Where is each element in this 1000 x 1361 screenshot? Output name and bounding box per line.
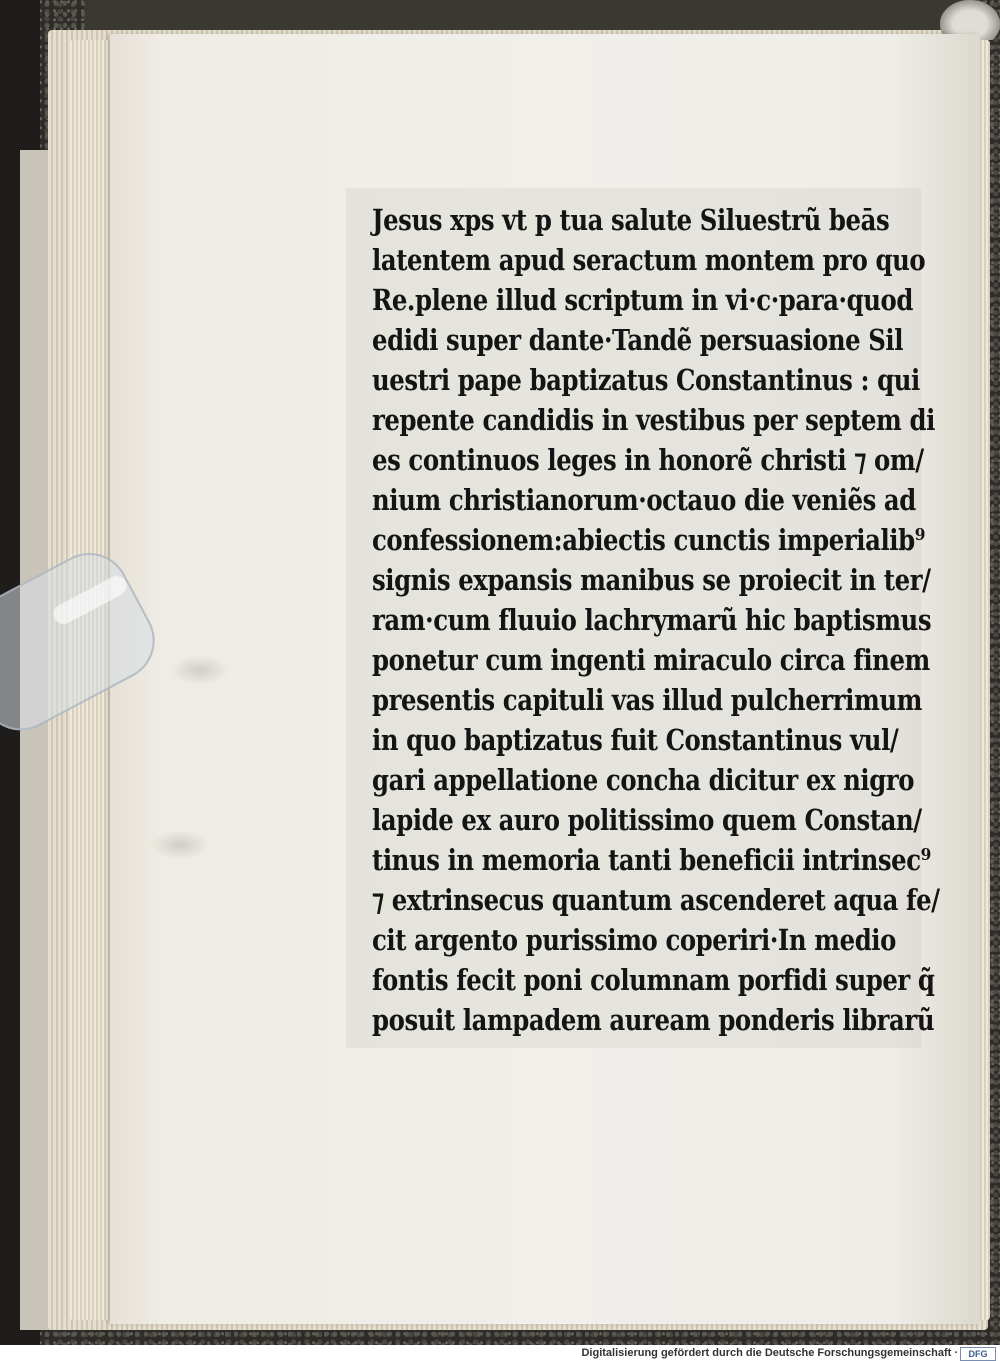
text-line: repente candidis in vestibus per septem di (372, 403, 935, 437)
text-line: es continuos leges in honorẽ christi ⁊ om/ (372, 443, 924, 477)
text-line: ponetur cum ingenti miraculo circa finem (372, 643, 930, 677)
text-line: ⁊ extrinsecus quantum ascenderet aqua fe/ (372, 883, 940, 917)
text-line: latentem apud seractum montem pro quo (372, 243, 926, 277)
text-line: confessionem:abiectis cunctis imperialib⁹ (372, 523, 925, 557)
text-line: edidi super dante·Tandẽ persuasione Sil (372, 323, 904, 357)
text-line: fontis fecit poni columnam porfidi super q̃ (372, 963, 935, 997)
text-line: lapide ex auro politissimo quem Constan/ (372, 803, 922, 837)
text-line: presentis capituli vas illud pulcherrimum (372, 683, 922, 717)
text-line: Jesus xps vt p tua salute Siluestrũ beās (372, 203, 890, 237)
dfg-logo-icon: DFG (960, 1347, 996, 1361)
dfg-credit-text: Digitalisierung gefördert durch die Deutsche Forschungsgemeinschaft · (581, 1347, 958, 1359)
text-line: cit argento purissimo coperiri·In medio (372, 923, 896, 957)
page-stain (150, 830, 210, 860)
text-line: tinus in memoria tanti beneficii intrinsec⁹ (372, 843, 931, 877)
text-line: Re.plene illud scriptum in vi·c·para·quod (372, 283, 913, 317)
text-line: uestri pape baptizatus Constantinus : qui (372, 363, 920, 397)
text-line: signis expansis manibus se proiecit in ter/ (372, 563, 931, 597)
text-line: nium christianorum·octauo die veniẽs ad (372, 483, 916, 517)
text-line: posuit lampadem auream ponderis librarũ (372, 1003, 935, 1037)
page-stain (170, 655, 230, 685)
text-line: ram·cum fluuio lachrymarũ hic baptismus (372, 603, 932, 637)
text-line: gari appellatione concha dicitur ex nigro (372, 763, 915, 797)
footer-bar (0, 1345, 1000, 1361)
text-line: in quo baptizatus fuit Constantinus vul/ (372, 723, 899, 757)
